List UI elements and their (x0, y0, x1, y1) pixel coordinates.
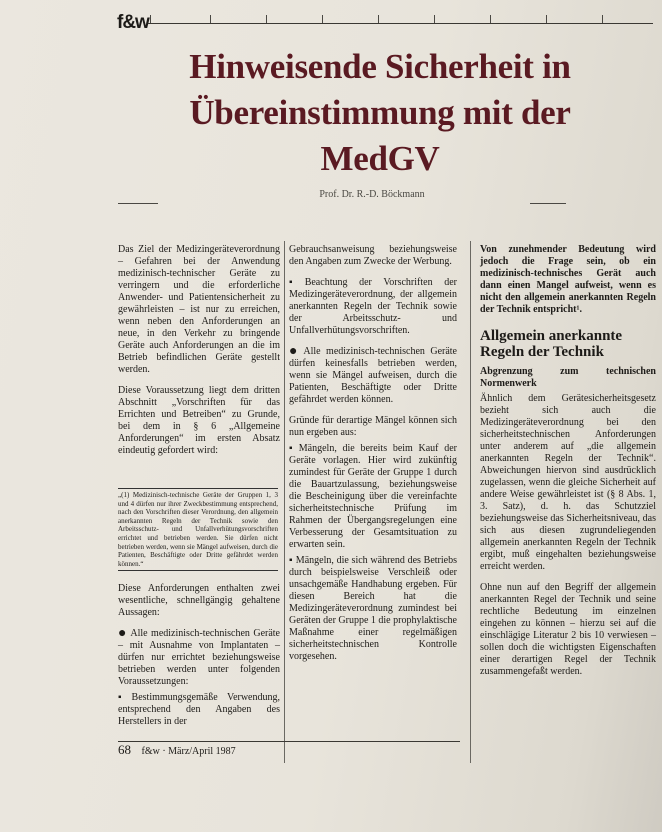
column-divider (470, 241, 471, 763)
page-number: 68 (118, 742, 131, 757)
paragraph: Diese Anforderungen enthalten zwei wesentliche, schnellgängig gehaltene Aussagen: (118, 583, 280, 618)
header-tick (546, 15, 547, 23)
article-title: Hinweisende Sicherheit in Übereinstimmung mit der MedGV (189, 47, 571, 178)
magazine-logo: f&w (117, 12, 149, 33)
author-rule-right (530, 203, 566, 204)
bullet-item: ▪ Beachtung der Vorschriften der Medizingeräteverordnung, der allgemein anerkannten Regeln der Technik sowie der Arbeitsschutz- und Unfallverhütungsvorschriften. (289, 277, 458, 336)
paragraph: Gründe für derartige Mängel können sich nun ergeben aus: (289, 415, 457, 438)
bullet-icon: ● (289, 344, 301, 359)
bullet-item: ▪ Mängeln, die bereits beim Kauf der Geräte vorlagen. Hier wird zukünftig zumindest für Geräte der Gruppe 1 durch die Bauartzulassung, beziehungsweise die Bescheinigung über die vereinfachte sicherheitstechnische Prüfung im Rahmen der Übergangsregelungen eine Verbesserung der Gesamtsituation zu erwarten sein. (289, 443, 457, 550)
header-tick (434, 15, 435, 23)
header-tick (602, 15, 603, 23)
header-tick (322, 15, 323, 23)
section-subheading: Abgrenzung zum technischen Normenwerk (480, 366, 656, 389)
bullet-item: ▪ Bestimmungsgemäße Verwendung, entsprechend den Angaben des Herstellers in der (118, 692, 280, 727)
bullet-icon: ▪ (289, 555, 293, 566)
author-rule-left (118, 203, 158, 204)
bullet-icon: ▪ (289, 443, 296, 454)
bullet-icon: ▪ (118, 692, 129, 703)
column-divider (284, 241, 285, 763)
header-tick (210, 15, 211, 23)
quotation-box: „(1) Medizinisch-technische Geräte der Gruppen 1, 3 und 4 dürfen nur ihrer Zweckbestimmung entsprechend, nach den Vorschriften dieser Verordnung, den allgemein anerkannten Regeln der Technik sowie den Arbeitsschutz- und Unfallverhütungsvorschriften errichtet und betrieben werden. Sie dürfen nicht betrieben werden, wenn sie Mängel aufweisen, durch die Patienten, Beschäftigte oder Dritte gefährdet werden können.“ (118, 488, 278, 571)
lead-paragraph: Von zunehmender Bedeutung wird jedoch die Frage sein, ob ein medizinisch-technisches Gerät auch dann einen Mangel aufweist, wenn es nicht den allgemein anerkannten Regeln der Technik entspricht¹. (480, 244, 656, 315)
paragraph: Ohne nun auf den Begriff der allgemein anerkannten Regel der Technik und seine rechtliche Bedeutung im einzelnen eingehen zu können – hierzu sei auf die einschlägige Literatur 2 bis 10 verwiesen – sollen doch die wichtigsten Eigenschaften einer derartigen Regel der Technik zusammengefaßt werden. (480, 582, 656, 677)
text-column-3 (480, 244, 656, 687)
text-column-2 (289, 244, 457, 672)
bullet-item: ▪ Mängeln, die sich während des Betriebs durch beispielsweise Verschleiß oder unsachgemäße Handhabung ergeben. Für diesen Bereich hat die Medizingeräteverordnung zumindest bei Geräten der Gruppe 1 die prophylaktische Maßnahme einer regelmäßigen sicherheitstechnischen Kontrolle vorgesehen. (289, 555, 457, 662)
paragraph: Ähnlich dem Gerätesicherheitsgesetz bezieht sich auch die Medizingeräteverordnung bei den sicherheitstechnischen Anforderungen unter anderem auf „die allgemein anerkannten Regeln der Technik“. Abweichungen hiervon sind ausdrücklich zugelassen, wenn die gleiche Sicherheit auf andere Weise gewährleistet ist (§ 8 Abs. 1, 3. Satz), d. h. das Schutzziel beziehungsweise das Sicherheitsniveau, das sich aus diesen zugrundeliegenden allgemein anerkannten Regeln der Technik ergibt, muß eingehalten beziehungsweise erreicht werden. (480, 393, 656, 572)
bullet-item: ● Alle medizinisch-technischen Geräte – mit Ausnahme von Implantaten – dürfen nur errichtet beziehungsweise betrieben werden unter folgenden Voraussetzungen: (118, 626, 280, 687)
header-tick (490, 15, 491, 23)
header-tick (378, 15, 379, 23)
paragraph: Diese Voraussetzung liegt dem dritten Abschnitt „Vorschriften für das Errichten und Betreiben“ zu Grunde, bei dem in § 6 „Allgemeine Anforderungen“ im ersten Absatz eindeutig gefordert wird: (118, 385, 280, 456)
header-tick (266, 15, 267, 23)
issue-info: f&w · März/April 1987 (141, 746, 236, 757)
paragraph: Das Ziel der Medizingeräteverordnung – Gefahren bei der Anwendung medizinisch-technischer Geräte zu verringern und die erforderliche Anwender- und Patientensicherheit zu gewährleisten – ist nur zu erreichen, wenn neben den Anforderungen an neue, in den Verkehr zu bringende Geräte auch Anforderungen an die im Betrieb befindlichen Geräte gestellt werden. (118, 244, 280, 375)
paragraph: Gebrauchsanweisung beziehungsweise den Angaben zum Zwecke der Werbung. (289, 244, 457, 267)
bullet-icon: ▪ (289, 277, 302, 288)
text-column-1 (118, 244, 280, 466)
text-column-1-lower (118, 583, 280, 737)
section-heading: Allgemein anerkannte Regeln der Technik (480, 328, 623, 360)
header-tick (150, 15, 151, 23)
header-rule (148, 23, 653, 24)
bullet-item: ● Alle medizinisch-technischen Geräte dürfen keinesfalls betrieben werden, wenn sie Mängel aufweisen, durch die Patienten, Beschäftigte oder Dritte gefährdet werden können. (289, 344, 457, 405)
article-author: Prof. Dr. R.-D. Böckmann (319, 189, 425, 200)
bullet-icon: ● (118, 626, 128, 641)
page-footer (118, 742, 236, 758)
